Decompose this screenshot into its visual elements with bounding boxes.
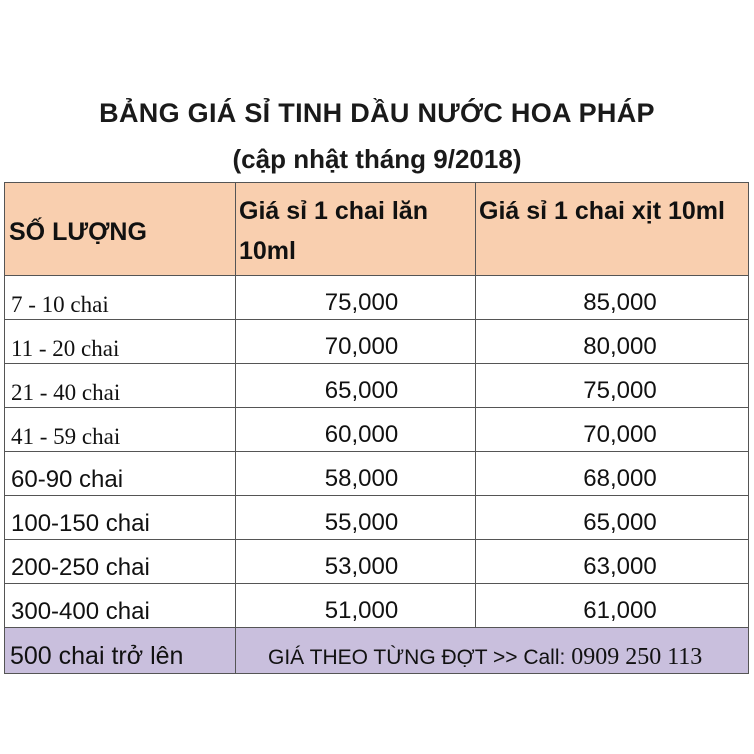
table-row <box>5 584 749 628</box>
quantity-cell: 500 chai trở lên <box>5 628 236 674</box>
spray-price-cell: 65,000 <box>476 496 749 540</box>
column-header-roll-price: Giá sỉ 1 chai lăn 10ml <box>236 183 476 276</box>
spray-price-cell: 80,000 <box>476 320 749 364</box>
spray-price-cell: 85,000 <box>476 276 749 320</box>
table-row <box>5 408 749 452</box>
table-row <box>5 540 749 584</box>
roll-price-cell: 75,000 <box>236 276 476 320</box>
contact-note-cell <box>236 628 749 674</box>
table-row <box>5 276 749 320</box>
quantity-cell: 100-150 chai <box>5 496 236 540</box>
quantity-cell: 60-90 chai <box>5 452 236 496</box>
table-row <box>5 320 749 364</box>
table-footer-row <box>5 628 749 674</box>
roll-price-cell: 53,000 <box>236 540 476 584</box>
column-header-quantity: SỐ LƯỢNG <box>5 183 236 276</box>
quantity-cell: 7 - 10 chai <box>5 276 236 320</box>
roll-price-cell: 51,000 <box>236 584 476 628</box>
quantity-cell: 200-250 chai <box>5 540 236 584</box>
price-table <box>4 182 749 674</box>
table-row <box>5 452 749 496</box>
quantity-cell: 21 - 40 chai <box>5 364 236 408</box>
spray-price-cell: 75,000 <box>476 364 749 408</box>
spray-price-cell: 70,000 <box>476 408 749 452</box>
roll-price-cell: 55,000 <box>236 496 476 540</box>
roll-price-cell: 60,000 <box>236 408 476 452</box>
quantity-cell: 41 - 59 chai <box>5 408 236 452</box>
contact-note: GIÁ THEO TỪNG ĐỢT >> Call: <box>268 646 566 669</box>
quantity-cell: 11 - 20 chai <box>5 320 236 364</box>
phone-number: 0909 250 113 <box>571 644 703 670</box>
table-row <box>5 364 749 408</box>
column-header-spray-price: Giá sỉ 1 chai xịt 10ml <box>476 183 749 276</box>
roll-price-cell: 65,000 <box>236 364 476 408</box>
spray-price-cell: 61,000 <box>476 584 749 628</box>
roll-price-cell: 70,000 <box>236 320 476 364</box>
quantity-cell: 300-400 chai <box>5 584 236 628</box>
table-header-row <box>5 183 749 276</box>
spray-price-cell: 63,000 <box>476 540 749 584</box>
roll-price-cell: 58,000 <box>236 452 476 496</box>
spray-price-cell: 68,000 <box>476 452 749 496</box>
table-row <box>5 496 749 540</box>
page-title: BẢNG GIÁ SỈ TINH DẦU NƯỚC HOA PHÁP <box>99 98 655 128</box>
page-subtitle: (cập nhật tháng 9/2018) <box>232 144 522 174</box>
